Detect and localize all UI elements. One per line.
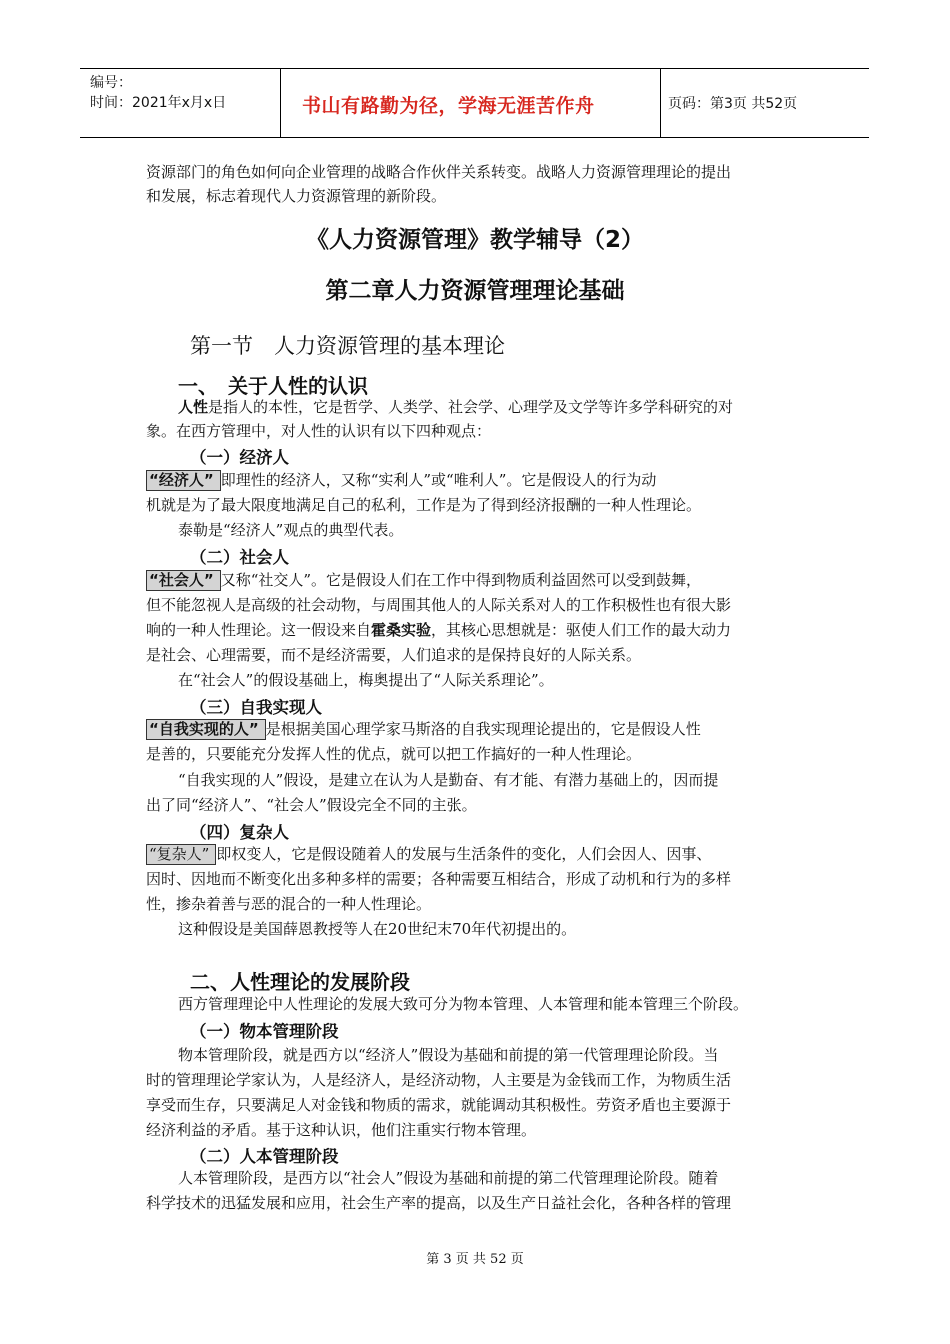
header-page-info: 页码：第3页 共52页 <box>668 96 798 112</box>
header-divider <box>280 69 281 137</box>
subsection-heading: （二）人本管理阶段 <box>190 1147 339 1166</box>
paragraph-line: 泰勒是“经济人”观点的典型代表。 <box>178 521 404 539</box>
date-label: 时间：2021年x月x日 <box>90 95 227 111</box>
subsection-heading: （四）复杂人 <box>190 823 289 842</box>
paragraph-line <box>146 719 701 740</box>
intro-line: 和发展，标志着现代人力资源管理的新阶段。 <box>146 187 447 205</box>
chapter-title: 第二章人力资源管理理论基础 <box>325 278 625 304</box>
paragraph-line: 时的管理理论学家认为，人是经济人，是经济动物，人主要是为金钱而工作，为物质生活 <box>146 1071 732 1089</box>
paragraph-line: 象。在西方管理中，对人性的认识有以下四种观点： <box>146 422 492 440</box>
paragraph-text: 响的一种人性理论。这一假设来自 <box>146 621 372 639</box>
paragraph-line: 科学技术的迅猛发展和应用，社会生产率的提高，以及生产日益社会化，各种各样的管理 <box>146 1194 732 1212</box>
subsection-heading: （一）物本管理阶段 <box>190 1022 339 1041</box>
header-motto: 书山有路勤为径，学海无涯苦作舟 <box>302 95 595 117</box>
paragraph-line: 但不能忽视人是高级的社会动物，与周围其他人的人际关系对人的工作积极性也有很大影 <box>146 596 732 614</box>
page-footer: 第 3 页 共 52 页 <box>426 1252 524 1267</box>
number-label: 编号： <box>90 75 132 91</box>
paragraph-text: 是根据美国心理学家马斯洛的自我实现理论提出的，它是假设人性 <box>265 720 701 738</box>
page-header <box>80 68 869 138</box>
term-bold: 人性 <box>178 398 209 416</box>
paragraph-line: 是社会、心理需要，而不是经济需要，人们追求的是保持良好的人际关系。 <box>146 646 642 664</box>
term-bold: 霍桑实验 <box>371 621 432 639</box>
paragraph-line <box>146 844 711 865</box>
paragraph-text: 即理性的经济人，又称“实利人”或“唯利人”。它是假设人的行为动 <box>220 471 657 489</box>
paragraph-line <box>146 620 731 640</box>
paragraph-line <box>178 397 733 417</box>
paragraph-line: 人本管理阶段，是西方以“社会人”假设为基础和前提的第二代管理理论阶段。随着 <box>178 1169 719 1187</box>
header-divider <box>660 69 661 137</box>
paragraph-line: 享受而生存，只要满足人对金钱和物质的需求，就能调动其积极性。劳资矛盾也主要源于 <box>146 1096 732 1114</box>
paragraph-line: 因时、因地而不断变化出多种多样的需要；各种需要互相结合，形成了动机和行为的多样 <box>146 870 732 888</box>
paragraph-line: 机就是为了最大限度地满足自己的私利，工作是为了得到经济报酬的一种人性理论。 <box>146 496 702 514</box>
part-heading: 二、人性理论的发展阶段 <box>190 970 410 994</box>
paragraph-text: ，其核心思想就是：驱使人们工作的最大动力 <box>431 621 732 639</box>
paragraph-text: 是指人的本性，它是哲学、人类学、社会学、心理学及文学等许多学科研究的对 <box>208 398 734 416</box>
document-title: 《人力资源管理》教学辅导（2） <box>305 227 644 253</box>
subsection-heading: （三）自我实现人 <box>190 698 322 717</box>
paragraph-line <box>146 570 701 591</box>
section-title: 第一节 人力资源管理的基本理论 <box>190 334 505 358</box>
term-box: “自我实现的人” <box>146 719 266 740</box>
intro-line: 资源部门的角色如何向企业管理的战略合作伙伴关系转变。战略人力资源管理理论的提出 <box>146 163 732 181</box>
paragraph-line: 经济利益的矛盾。基于这种认识，他们注重实行物本管理。 <box>146 1121 537 1139</box>
term-box: “经济人” <box>146 470 221 491</box>
paragraph-line: 是善的，只要能充分发挥人性的优点，就可以把工作搞好的一种人性理论。 <box>146 745 642 763</box>
subsection-heading: （二）社会人 <box>190 548 289 567</box>
paragraph-line: “自我实现的人”假设，是建立在认为人是勤奋、有才能、有潜力基础上的，因而提 <box>178 771 719 789</box>
paragraph-line: 在“社会人”的假设基础上，梅奥提出了“人际关系理论”。 <box>178 671 554 689</box>
paragraph-line: 物本管理阶段，就是西方以“经济人”假设为基础和前提的第一代管理理论阶段。当 <box>178 1046 719 1064</box>
part-heading: 一、 关于人性的认识 <box>178 374 368 398</box>
paragraph-line: 出了同“经济人”、“社会人”假设完全不同的主张。 <box>146 796 477 814</box>
header-meta <box>80 69 280 137</box>
paragraph-line: 这种假设是美国薛恩教授等人在20世纪末70年代初提出的。 <box>178 920 577 938</box>
paragraph-text: 又称“社交人”。它是假设人们在工作中得到物质利益固然可以受到鼓舞， <box>220 571 702 589</box>
term-box: “社会人” <box>146 570 221 591</box>
paragraph-text: 即权变人，它是假设随着人的发展与生活条件的变化，人们会因人、因事、 <box>216 845 712 863</box>
term-box: “复杂人” <box>146 844 216 865</box>
paragraph-line <box>146 470 656 491</box>
paragraph-line: 西方管理理论中人性理论的发展大致可分为物本管理、人本管理和能本管理三个阶段。 <box>178 995 749 1013</box>
paragraph-line: 性，掺杂着善与恶的混合的一种人性理论。 <box>146 895 432 913</box>
subsection-heading: （一）经济人 <box>190 448 289 467</box>
